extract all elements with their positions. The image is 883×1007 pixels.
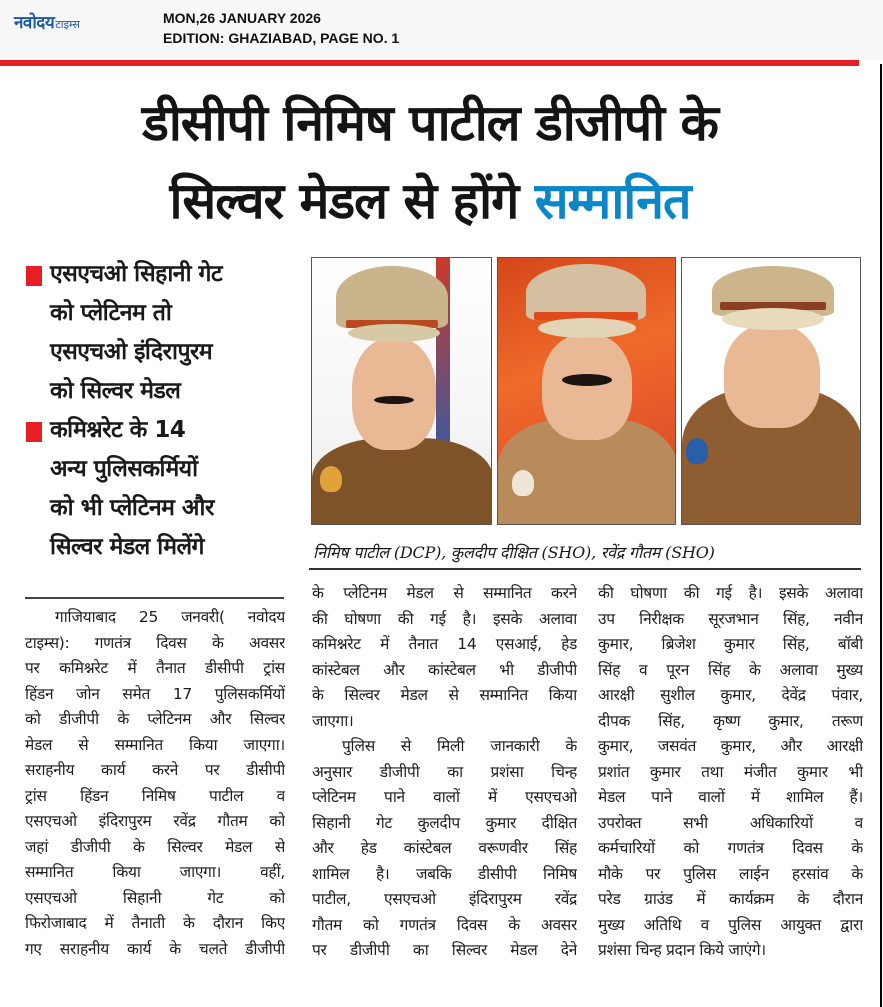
photo-strip bbox=[311, 257, 861, 525]
article-line: कुमार, ब्रिजेश कुमार सिंह, बॉबी bbox=[598, 635, 863, 653]
headline-line-2-plain: सिल्वर मेडल से होंगे bbox=[169, 172, 519, 230]
article-line: प्लेटिनम पाने वालों में एसएचओ bbox=[312, 788, 577, 806]
headline-line-1: डीसीपी निमिष पाटील डीजीपी के bbox=[142, 94, 718, 152]
article-line: उप निरीक्षक सूरजभान सिंह, नवीन bbox=[598, 609, 863, 628]
article-line: मुख्य अतिथि व पुलिस आयुक्त द्वारा bbox=[598, 915, 863, 934]
photo-caption: निमिष पाटील (DCP), कुलदीप दीक्षित (SHO), रवेंद्र गौतम (SHO) bbox=[313, 543, 715, 562]
masthead-bar bbox=[0, 0, 883, 60]
article-line: जहां डीजीपी के सिल्वर मेडल से bbox=[25, 837, 285, 856]
photo-sho-kuldeep-dixit[interactable] bbox=[497, 257, 676, 525]
article-line: सम्मानित किया जाएगा। वहीं, bbox=[25, 863, 285, 881]
newspaper-logo[interactable] bbox=[14, 10, 80, 32]
article-line: जाएगा। bbox=[312, 711, 354, 730]
red-square-bullet-icon bbox=[26, 266, 42, 286]
article-line: उपरोक्त सभी अधिकारियों व bbox=[598, 813, 863, 832]
highlight-item: एसएचओ सिहानी गेट को प्लेटिनम तो एसएचओ इंदिरापुरम को सिल्वर मेडल bbox=[26, 255, 296, 411]
article-line: कुमार, जसवंत कुमार, और आरक्षी bbox=[598, 737, 863, 755]
article-line: की घोषणा की गई है। इसके अलावा bbox=[312, 609, 577, 628]
headline-line-2 bbox=[0, 162, 860, 240]
article-line: शामिल है। जबकि डीसीपी निमिष bbox=[312, 864, 577, 883]
article-line: प्रशंसा चिन्ह प्रदान किये जाएंगे। bbox=[598, 941, 766, 959]
article-line: को डीजीपी के प्लेटिनम और सिल्वर bbox=[25, 710, 285, 728]
issue-date: MON,26 JANUARY 2026 bbox=[163, 10, 321, 26]
article-column-1 bbox=[25, 605, 285, 962]
caption-divider bbox=[309, 568, 861, 570]
article-line: गौतम को गणतंत्र दिवस के अवसर bbox=[312, 915, 577, 934]
article-column-2 bbox=[312, 581, 577, 964]
article-line: प्रशांत कुमार तथा मंजीत कुमार भी bbox=[598, 762, 863, 781]
article-line: आरक्षी सुशील कुमार, देवेंद्र पंवार, bbox=[598, 686, 863, 704]
article-line: पर डीजीपी का सिल्वर मेडल देने bbox=[312, 941, 577, 959]
page-right-border bbox=[880, 64, 882, 1007]
article-line: गाजियाबाद 25 जनवरी( नवोदय bbox=[55, 608, 285, 626]
article-line: कर्मचारियों को गणतंत्र दिवस के bbox=[598, 839, 863, 857]
article-line: सराहनीय कार्य करने पर डीसीपी bbox=[25, 761, 285, 779]
headline-line-2-accent: सम्मानित bbox=[534, 172, 691, 230]
article-line: हिंडन जोन समेत 17 पुलिसकर्मियों bbox=[25, 684, 285, 703]
article-line: सिंह व पूरन सिंह के अलावा मुख्य bbox=[598, 660, 863, 679]
article-line: पाटील, एसएचओ इंदिरापुरम रवेंद्र bbox=[312, 890, 577, 908]
article-line: परेड ग्राउंड में कार्यक्रम के दौरान bbox=[598, 890, 863, 908]
logo-sub-text: टाइम्स bbox=[55, 18, 80, 31]
article-line: पुलिस से मिली जानकारी के bbox=[342, 737, 577, 755]
article-line: मेडल पाने वालों में शामिल हैं। bbox=[598, 788, 863, 806]
highlights bbox=[26, 255, 296, 567]
article-line: की घोषणा की गई है। इसके अलावा bbox=[598, 584, 863, 602]
article-column-3 bbox=[598, 581, 863, 964]
article-line: टाइम्स): गणतंत्र दिवस के अवसर bbox=[25, 633, 285, 652]
highlights-divider bbox=[25, 597, 284, 599]
red-square-bullet-icon bbox=[26, 422, 42, 442]
article-line: फिरोजाबाद में तैनाती के दौरान किए bbox=[25, 914, 285, 932]
article-line: सिहानी गेट कुलदीप कुमार दीक्षित bbox=[312, 813, 577, 832]
article-line: अनुसार डीजीपी का प्रशंसा चिन्ह bbox=[312, 762, 577, 781]
article-line: के सिल्वर मेडल से सम्मानित किया bbox=[312, 686, 577, 704]
edition-info bbox=[163, 8, 399, 48]
article-line: मौके पर पुलिस लाईन हरसांव के bbox=[598, 864, 863, 883]
edition-page: EDITION: GHAZIABAD, PAGE NO. 1 bbox=[163, 30, 400, 46]
article-line: कमिश्नरेट में तैनात 14 एसआई, हेड bbox=[312, 635, 577, 653]
masthead-red-rule bbox=[0, 60, 859, 66]
article-line: एसएचओ इंदिरापुरम रवेंद्र गौतम को bbox=[25, 812, 285, 830]
logo-main-text: नवोदय bbox=[14, 13, 55, 33]
headline bbox=[0, 84, 860, 240]
article-line: ट्रांस हिंडन निमिष पाटील व bbox=[25, 786, 285, 805]
article-line: पर कमिश्नरेट में तैनात डीसीपी ट्रांस bbox=[25, 659, 285, 677]
article-line: के प्लेटिनम मेडल से सम्मानित करने bbox=[312, 584, 577, 602]
highlight-item: कमिश्नरेट के 14 अन्य पुलिसकर्मियों को भी प्लेटिनम और सिल्वर मेडल मिलेंगे bbox=[26, 411, 296, 567]
photo-sho-ravendra-gautam[interactable] bbox=[681, 257, 861, 525]
article-line: और हेड कांस्टेबल वरूणवीर सिंह bbox=[312, 839, 577, 857]
article-line: गए सराहनीय कार्य के चलते डीजीपी bbox=[25, 939, 285, 958]
article-line: एसएचओ सिहानी गेट को bbox=[25, 888, 285, 907]
article-line: कांस्टेबल और कांस्टेबल भी डीजीपी bbox=[312, 660, 577, 679]
article-line: दीपक सिंह, कृष्ण कुमार, तरूण bbox=[598, 711, 863, 730]
article-line: मेडल से सम्मानित किया जाएगा। bbox=[25, 735, 285, 754]
photo-dcp-nimish-patil[interactable] bbox=[311, 257, 492, 525]
